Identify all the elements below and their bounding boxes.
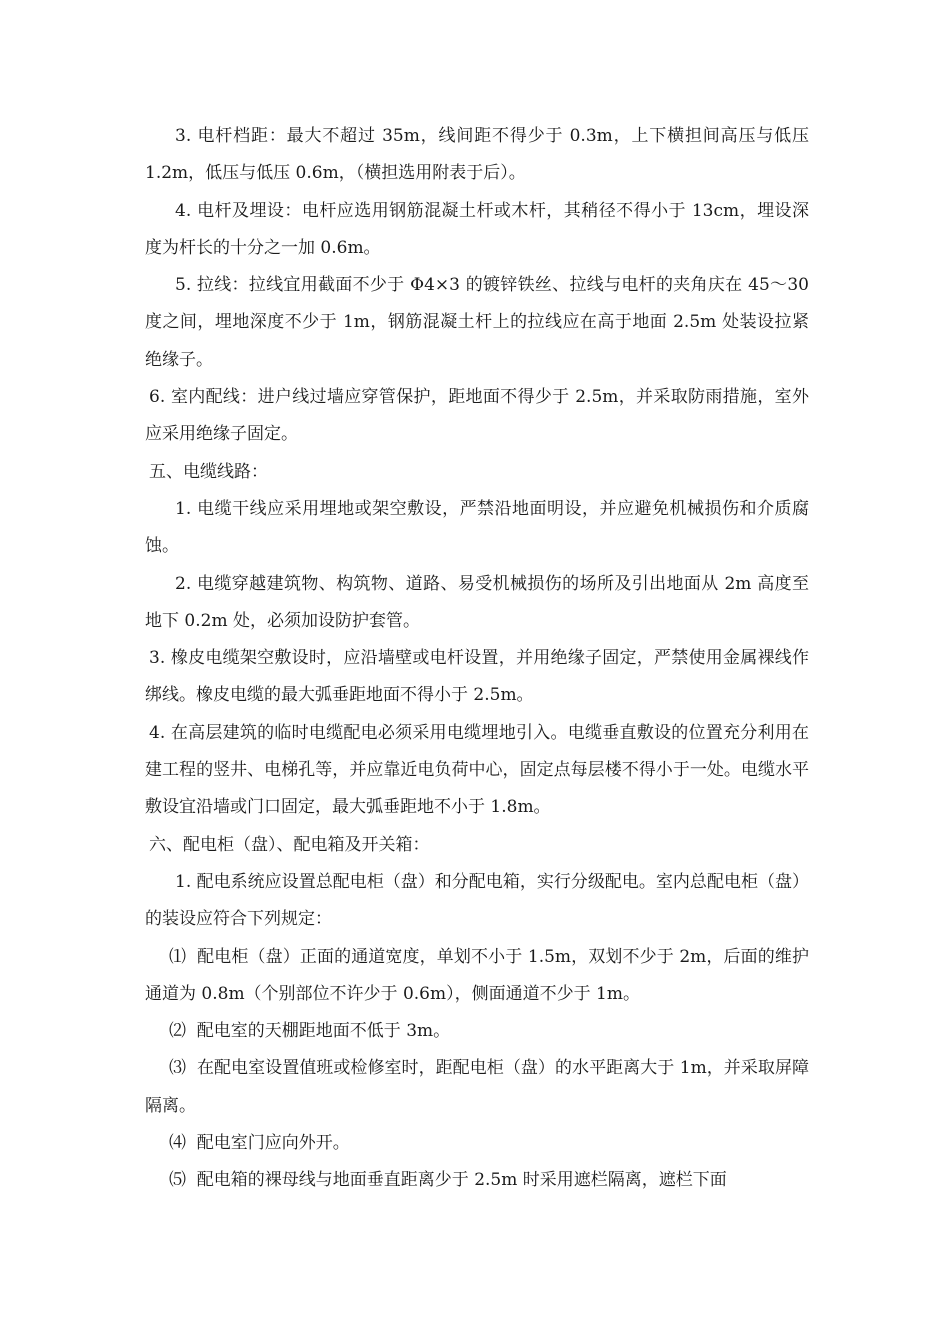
section-heading-cable-lines: 五、电缆线路：: [149, 461, 268, 482]
list-item-busbar: ⑸ 配电箱的裸母线与地面垂直距离少于 2.5m 时采用遮栏隔离，遮栏下面: [169, 1170, 727, 1191]
list-item-ceiling-height: ⑵ 配电室的天棚距地面不低于 3m。: [169, 1021, 451, 1042]
paragraph-guy-wire: 5. 拉线：拉线宜用截面不少于 Φ4×3 的镀锌铁丝、拉线与电杆的夹角庆在 45～30 度之间，埋地深度不少于 1m，钢筋混凝土杆上的拉线应在高于地面 2.5m 处装设拉紧绝缘子。: [145, 275, 815, 370]
document-body: [145, 118, 815, 1200]
paragraph-cable-crossing: 2. 电缆穿越建筑物、构筑物、道路、易受机械损伤的场所及引出地面从 2m 高度至地下 0.2m 处，必须加设防护套管。: [145, 573, 809, 631]
list-item-door: ⑷ 配电室门应向外开。: [169, 1133, 350, 1154]
paragraph-indoor-wiring: 6. 室内配线：进户线过墙应穿管保护，距地面不得少于 2.5m，并采取防雨措施，室外应采用绝缘子固定。: [145, 387, 809, 445]
paragraph-rubber-cable: 3. 橡皮电缆架空敷设时，应沿墙壁或电杆设置，并用绝缘子固定，严禁使用金属裸线作绑线。橡皮电缆的最大弧垂距地面不得小于 2.5m。: [145, 648, 809, 706]
paragraph-pole-burial: 4. 电杆及埋设：电杆应选用钢筋混凝土杆或木杆，其稍径不得小于 13cm，埋设深度为杆长的十分之一加 0.6m。: [145, 200, 809, 258]
list-item-duty-room: ⑶ 在配电室设置值班或检修室时，距配电柜（盘）的水平距离大于 1m，并采取屏障隔离。: [145, 1058, 809, 1116]
section-heading-distribution: 六、配电柜（盘）、配电箱及开关箱：: [149, 834, 430, 855]
paragraph-distribution-system: 1. 配电系统应设置总配电柜（盘）和分配电箱，实行分级配电。室内总配电柜（盘）的装设应符合下列规定：: [145, 871, 809, 930]
list-item-channel-width: ⑴ 配电柜（盘）正面的通道宽度，单划不小于 1.5m，双划不少于 2m，后面的维护通道为 0.8m（个别部位不许少于 0.6m），侧面通道不少于 1m。: [145, 946, 809, 1004]
paragraph-pole-span: 3. 电杆档距：最大不超过 35m，线间距不得少于 0.3m，上下横担间高压与低压 1.2m，低压与低压 0.6m，（横担选用附表于后）。: [145, 126, 815, 184]
paragraph-cable-trunk: 1. 电缆干线应采用埋地或架空敷设，严禁沿地面明设，并应避免机械损伤和介质腐蚀。: [145, 498, 809, 557]
paragraph-high-rise-cable: 4. 在高层建筑的临时电缆配电必须采用电缆埋地引入。电缆垂直敷设的位置充分利用在建工程的竖井、电梯孔等，并应靠近电负荷中心，固定点每层楼不得小于一处。电缆水平敷设宜沿墙或门口固定，最大弧垂距地不小于 1.8m。: [145, 722, 809, 818]
